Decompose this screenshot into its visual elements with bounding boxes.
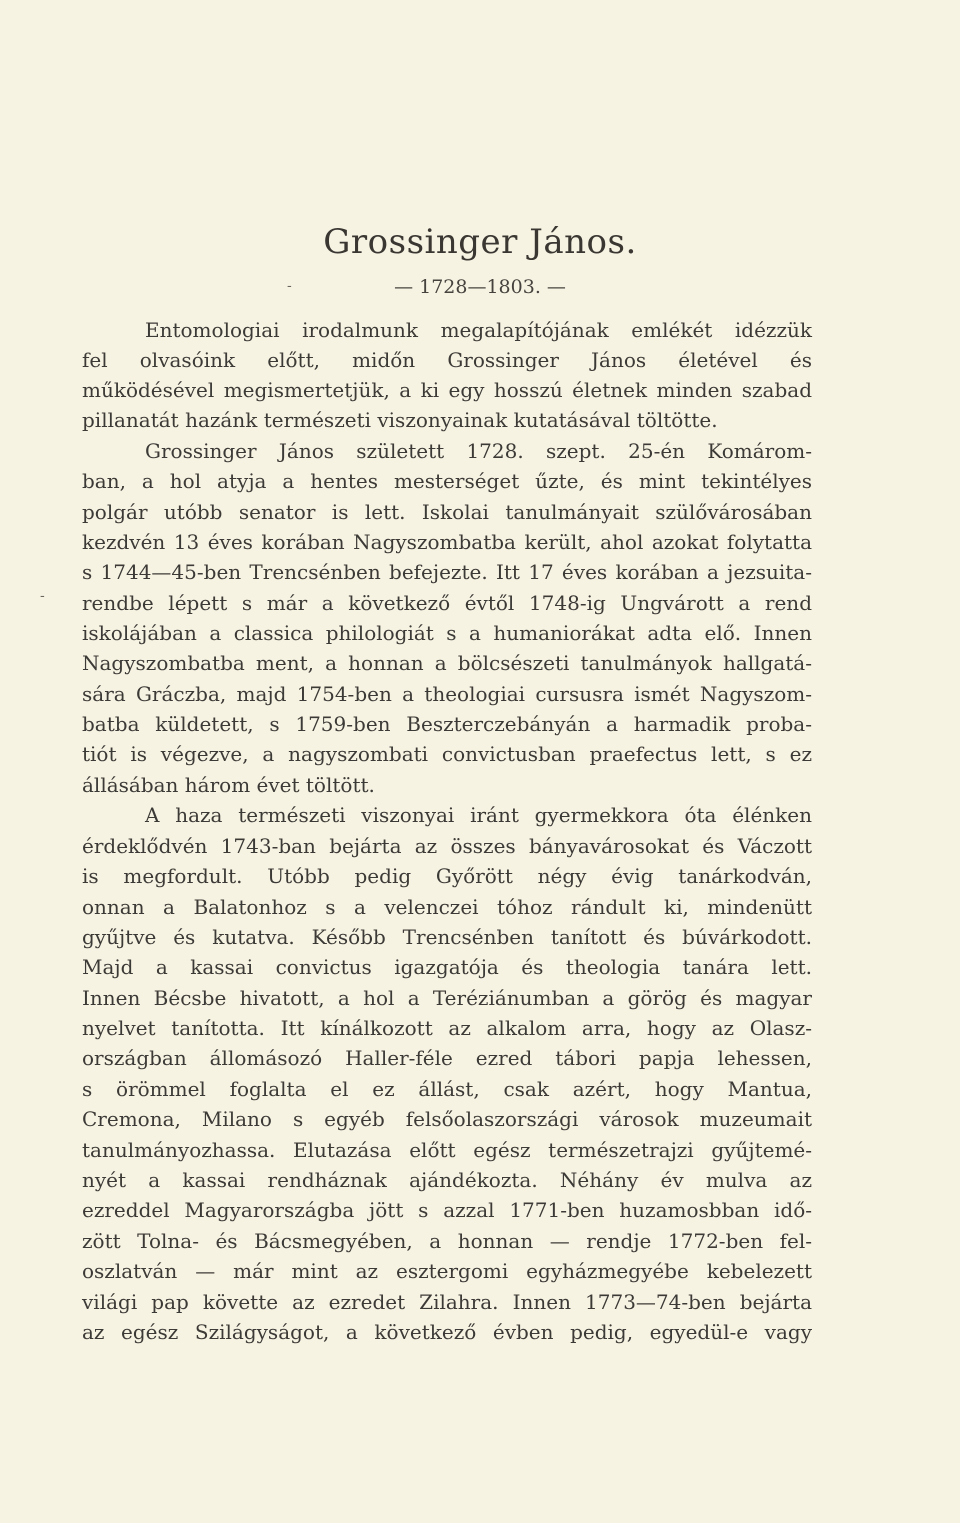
text-line: s örömmel foglalta el ez állást, csak azért, hogy Mantua,: [82, 1077, 812, 1101]
stray-dash-mark: -: [287, 278, 292, 294]
text-line: is megfordult. Utóbb pedig Győrött négy évig tanárkodván,: [82, 864, 812, 888]
text-line: fel olvasóink előtt, midőn Grossinger János életével és: [82, 348, 812, 372]
text-line: A haza természeti viszonyai iránt gyermekkora óta élénken: [145, 803, 812, 827]
text-line: országban állomásozó Haller-féle ezred tábori papja lehessen,: [82, 1046, 812, 1070]
text-line: tiót is végezve, a nagyszombati convictusban praefectus lett, s ez: [82, 742, 812, 766]
text-line: Entomologiai irodalmunk megalapítójának emlékét idézzük: [145, 318, 812, 342]
text-line: működésével megismertetjük, a ki egy hosszú életnek minden szabad: [82, 378, 812, 402]
text-line: Majd a kassai convictus igazgatója és theologia tanára lett.: [82, 955, 812, 979]
text-line: sára Gráczba, majd 1754-ben a theologiai cursusra ismét Nagyszom-: [82, 682, 812, 706]
text-line: gyűjtve és kutatva. Később Trencsénben tanított és búvárkodott.: [82, 925, 812, 949]
text-line: pillanatát hazánk természeti viszonyainak kutatásával töltötte.: [82, 408, 718, 432]
text-line: állásában három évet töltött.: [82, 773, 375, 797]
text-line: nyét a kassai rendháznak ajándékozta. Néhány év mulva az: [82, 1168, 812, 1192]
margin-dash-mark: -: [40, 588, 45, 604]
text-line: iskolájában a classica philologiát s a humaniorákat adta elő. Innen: [82, 621, 812, 645]
text-line: Nagyszombatba ment, a honnan a bölcsészeti tanulmányok hallgatá-: [82, 651, 812, 675]
text-line: oszlatván — már mint az esztergomi egyházmegyébe kebelezett: [82, 1259, 812, 1283]
text-line: világi pap követte az ezredet Zilahra. Innen 1773—74-ben bejárta: [82, 1290, 812, 1314]
text-line: az egész Szilágyságot, a következő évben pedig, egyedül-e vagy: [82, 1320, 812, 1344]
text-line: Cremona, Milano s egyéb felsőolaszországi városok muzeumait: [82, 1107, 812, 1131]
text-line: Grossinger János született 1728. szept. 25-én Komárom-: [145, 439, 812, 463]
page-title: Grossinger János.: [323, 222, 637, 262]
text-line: ban, a hol atyja a hentes mesterséget űzte, és mint tekintélyes: [82, 469, 812, 493]
text-line: tanulmányozhassa. Elutazása előtt egész természetrajzi gyűjtemé-: [82, 1138, 812, 1162]
life-dates: — 1728—1803. —: [394, 276, 566, 298]
text-line: zött Tolna- és Bácsmegyében, a honnan — rendje 1772-ben fel-: [82, 1229, 812, 1253]
text-line: nyelvet tanította. Itt kínálkozott az alkalom arra, hogy az Olasz-: [82, 1016, 812, 1040]
text-line: rendbe lépett s már a következő évtől 1748-ig Ungvárott a rend: [82, 591, 812, 615]
text-line: ezreddel Magyarországba jött s azzal 1771-ben huzamosbban idő-: [82, 1198, 812, 1222]
text-line: Innen Bécsbe hivatott, a hol a Teréziánumban a görög és magyar: [82, 986, 812, 1010]
text-line: batba küldetett, s 1759-ben Beszterczebányán a harmadik proba-: [82, 712, 812, 736]
text-line: érdeklődvén 1743-ban bejárta az összes bányavárosokat és Váczott: [82, 834, 812, 858]
text-line: polgár utóbb senator is lett. Iskolai tanulmányait szülővárosában: [82, 500, 812, 524]
text-line: onnan a Balatonhoz s a velenczei tóhoz rándult ki, mindenütt: [82, 895, 812, 919]
text-line: s 1744—45-ben Trencsénben befejezte. Itt 17 éves korában a jezsuita-: [82, 560, 812, 584]
text-line: kezdvén 13 éves korában Nagyszombatba került, ahol azokat folytatta: [82, 530, 812, 554]
